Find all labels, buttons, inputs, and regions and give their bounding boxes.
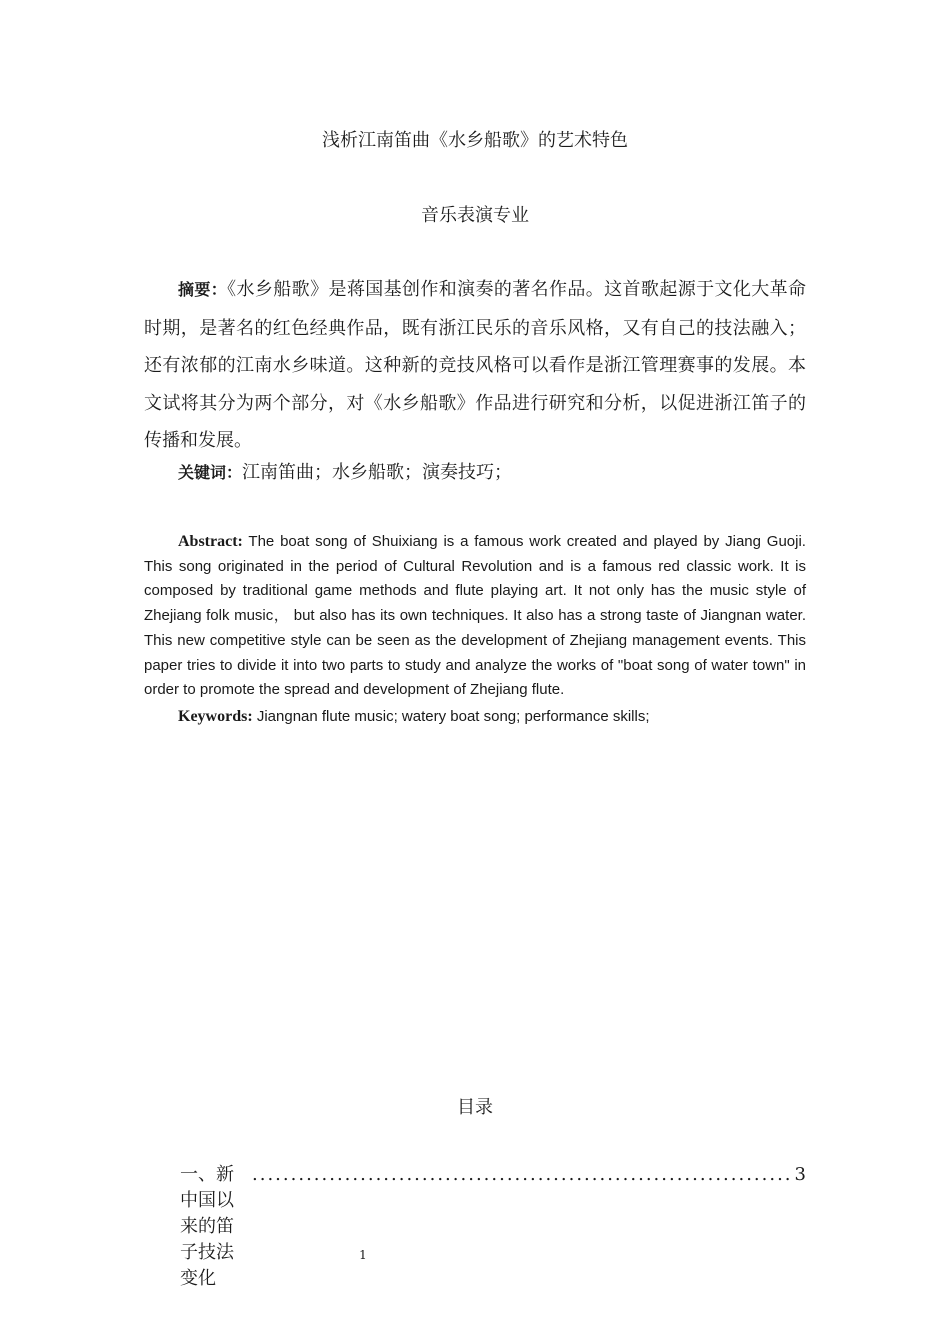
toc-entry-page: 3 bbox=[794, 1164, 806, 1185]
english-keywords bbox=[178, 705, 650, 729]
chinese-abstract-text: 《水乡船歌》是蒋国基创作和演奏的著名作品。这首歌起源于文化大革命时期，是著名的红色经典作品，既有浙江民乐的音乐风格，又有自己的技法融入；还有浓郁的江南水乡味道。这种新的竞技风格可以看作是浙江管理赛事的发展。本文试将其分为两个部分，对《水乡船歌》作品进行研究和分析，以促进浙江笛子的传播和发展。 bbox=[144, 279, 806, 451]
paper-title: 浅析江南笛曲《水乡船歌》的艺术特色 bbox=[322, 130, 628, 151]
chinese-abstract bbox=[144, 271, 806, 460]
chinese-abstract-label: 摘要： bbox=[178, 282, 228, 299]
chinese-keywords-label: 关键词： bbox=[178, 465, 243, 482]
english-abstract bbox=[144, 530, 806, 703]
major-subtitle: 音乐表演专业 bbox=[421, 205, 529, 226]
toc-leader-dots: ...................................................................... bbox=[252, 1164, 793, 1185]
english-keywords-text: Jiangnan flute music; watery boat song; performance skills; bbox=[256, 708, 650, 725]
english-abstract-label: Abstract: bbox=[178, 533, 243, 550]
page-number: 1 bbox=[359, 1248, 367, 1262]
chinese-keywords-text: 江南笛曲；水乡船歌；演奏技巧； bbox=[242, 462, 513, 483]
english-keywords-label: Keywords: bbox=[178, 708, 253, 725]
chinese-keywords bbox=[178, 460, 512, 487]
toc-title: 目录 bbox=[457, 1097, 493, 1118]
english-abstract-text: The boat song of Shuixiang is a famous work created and played by Jiang Guoji. This song originated in the period of Cultural Revolution and is a famous red classic work. It is composed by traditional game methods and flute playing art. It not only has the music style of Zhejiang folk music， but also has its own techniques. It also has a strong taste of Jiangnan water. This new competitive style can be seen as the development of Zhejiang management events. This paper tries to divide it into two parts to study and analyze the works of "boat song of water town" in order to promote the spread and development of Zhejiang flute. bbox=[144, 533, 806, 699]
toc-entry[interactable] bbox=[180, 1160, 806, 1290]
toc-entry-text: 一、新中国以来的笛子技法变化 bbox=[180, 1164, 234, 1289]
